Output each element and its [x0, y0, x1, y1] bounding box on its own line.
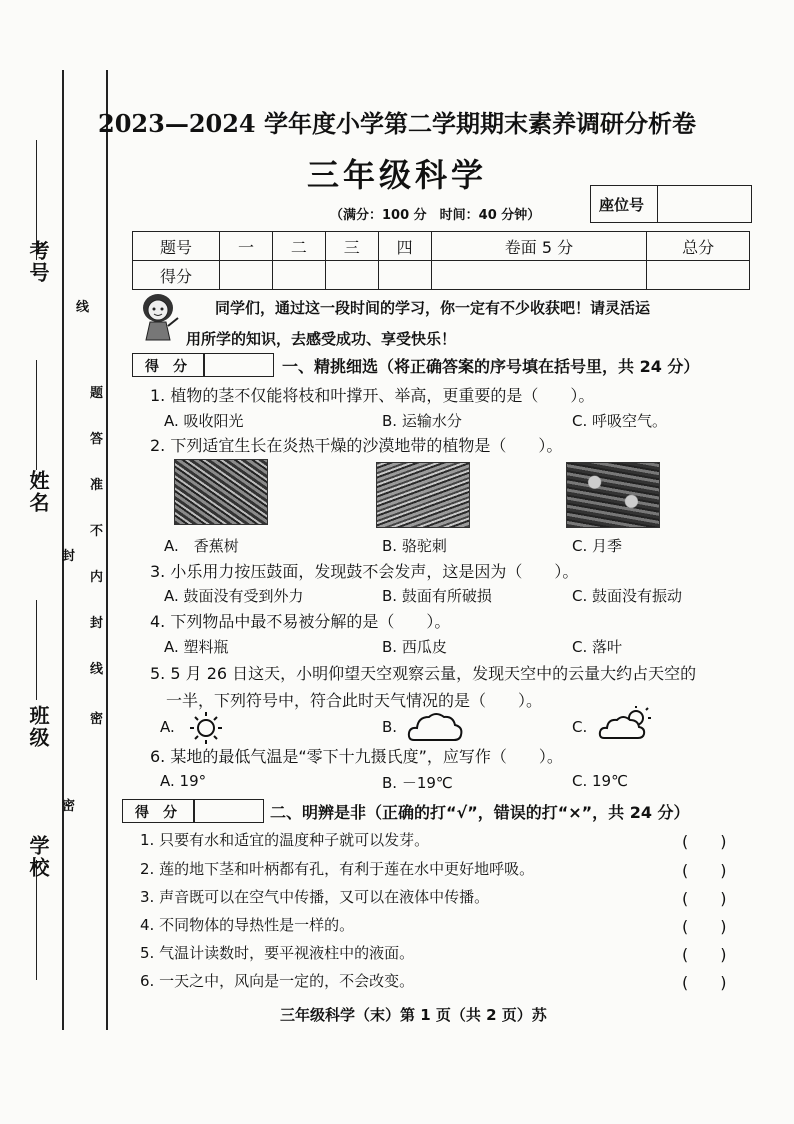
question-4: 4. 下列物品中最不易被分解的是（ ）。 — [150, 612, 451, 631]
rose-photo — [566, 462, 660, 528]
seal-char: 密 — [62, 799, 76, 814]
seat-number-label: 座位号 — [599, 196, 645, 214]
q5-option-a: A. — [160, 718, 175, 736]
seal-char: 不 — [90, 524, 104, 539]
judge-item: 6. 一天之中，风向是一定的，不会改变。 — [140, 972, 415, 990]
intro-line-1: 同学们，通过这一段时间的学习，你一定有不少收获吧！请灵活运 — [215, 299, 651, 317]
judge-item: 1. 只要有水和适宜的温度种子就可以发芽。 — [140, 831, 430, 849]
seal-char: 线 — [76, 300, 90, 315]
score-table — [132, 231, 750, 290]
q4-option-b: B. 西瓜皮 — [382, 638, 447, 656]
score-table-cell: 题号 — [133, 232, 220, 261]
score-input-cell[interactable] — [325, 261, 378, 290]
q4-option-c: C. 落叶 — [572, 638, 623, 656]
question-5: 5. 5 月 26 日这天，小明仰望天空观察云量，发现天空中的云量大约占天空的 — [150, 664, 697, 683]
seal-char: 封 — [62, 549, 76, 564]
score-table-cell: 总分 — [647, 232, 750, 261]
score-table-cell: 三 — [325, 232, 378, 261]
judge-item: 5. 气温计读数时，要平视液柱中的液面。 — [140, 944, 415, 962]
q3-option-b: B. 鼓面有所破损 — [382, 587, 492, 605]
section2-score-box — [122, 799, 264, 823]
answer-paren[interactable]: ( ) — [682, 945, 727, 964]
answer-paren[interactable]: ( ) — [682, 889, 727, 908]
score-table-cell: 得分 — [133, 261, 220, 290]
q2-option-b: B. 骆驼刺 — [382, 537, 447, 555]
school-label: 学校 — [26, 835, 50, 879]
score-input-cell[interactable] — [220, 261, 273, 290]
score-input-cell[interactable] — [431, 261, 647, 290]
seal-char: 线 — [90, 662, 104, 677]
exam-meta: （满分：100 分 时间：40 分钟） — [330, 208, 541, 223]
section2-score-label: 得 分 — [135, 805, 177, 821]
score-table-cell: 四 — [378, 232, 431, 261]
cloudy-icon — [406, 708, 464, 744]
judge-item: 3. 声音既可以在空气中传播，又可以在液体中传播。 — [140, 888, 490, 906]
binding-line-right — [106, 70, 108, 1030]
q1-option-c: C. 呼吸空气。 — [572, 412, 668, 430]
banana-tree-photo — [174, 459, 268, 525]
score-table-cell: 二 — [272, 232, 325, 261]
seat-number-box — [590, 185, 752, 223]
intro-line-2: 用所学的知识，去感受成功、享受快乐！ — [186, 330, 457, 348]
seal-char: 内 — [90, 570, 104, 585]
seal-char: 题 — [90, 386, 104, 401]
seal-char: 封 — [90, 616, 104, 631]
question-3: 3. 小乐用力按压鼓面，发现鼓不会发声，这是因为（ ）。 — [150, 562, 579, 581]
judge-item: 2. 莲的地下茎和叶柄都有孔，有利于莲在水中更好地呼吸。 — [140, 860, 535, 878]
question-6: 6. 某地的最低气温是“零下十九摄氏度”，应写作（ ）。 — [150, 747, 563, 766]
name-label: 姓名 — [26, 470, 50, 514]
score-table-cell: 一 — [220, 232, 273, 261]
q6-option-a: A. 19° — [160, 772, 207, 790]
q4-option-a: A. 塑料瓶 — [164, 638, 229, 656]
camelthorn-photo — [376, 462, 470, 528]
q6-option-b: B. －19℃ — [382, 774, 453, 792]
question-5-line-2: 一半，下列符号中，符合此时天气情况的是（ ）。 — [166, 691, 543, 710]
sunny-icon — [186, 710, 226, 746]
answer-paren[interactable]: ( ) — [682, 973, 727, 992]
name-line — [36, 360, 37, 470]
score-input-cell[interactable] — [272, 261, 325, 290]
page-footer: 三年级科学（末）第 1 页（共 2 页）苏 — [280, 1006, 547, 1024]
question-2: 2. 下列适宜生长在炎热干燥的沙漠地带的植物是（ ）。 — [150, 436, 563, 455]
seat-number-field[interactable] — [657, 186, 752, 222]
score-input-cell[interactable] — [647, 261, 750, 290]
answer-paren[interactable]: ( ) — [682, 861, 727, 880]
seal-char: 答 — [90, 432, 104, 447]
score-box-divider — [203, 354, 205, 376]
q2-option-c: C. 月季 — [572, 537, 623, 555]
seal-char: 准 — [90, 478, 104, 493]
section1-score-box — [132, 353, 274, 377]
exam-no-label: 考号 — [26, 240, 50, 284]
q6-option-c: C. 19℃ — [572, 772, 628, 790]
q1-option-b: B. 运输水分 — [382, 412, 462, 430]
score-table-cell: 卷面 5 分 — [431, 232, 647, 261]
judge-item: 4. 不同物体的导热性是一样的。 — [140, 916, 355, 934]
section1-score-label: 得 分 — [145, 359, 187, 375]
q1-option-a: A. 吸收阳光 — [164, 412, 244, 430]
paper-title: 2023—2024 学年度小学第二学期期末素养调研分析卷 — [98, 109, 696, 138]
answer-paren[interactable]: ( ) — [682, 832, 727, 851]
partly-cloudy-icon — [598, 704, 656, 742]
q5-option-c: C. — [572, 718, 588, 736]
score-box-divider — [193, 800, 195, 822]
class-label: 班级 — [26, 705, 50, 749]
q5-option-b: B. — [382, 718, 398, 736]
seal-char: 密 — [90, 712, 104, 727]
class-line — [36, 600, 37, 700]
q3-option-c: C. 鼓面没有振动 — [572, 587, 683, 605]
score-input-cell[interactable] — [378, 261, 431, 290]
student-cartoon-icon — [136, 292, 180, 342]
section1-title: 一、精挑细选（将正确答案的序号填在括号里，共 24 分） — [282, 357, 700, 376]
paper-subtitle: 三年级科学 — [306, 156, 487, 194]
question-1: 1. 植物的茎不仅能将枝和叶撑开、举高，更重要的是（ ）。 — [150, 386, 595, 405]
score-table-header-row — [133, 232, 750, 261]
q2-option-a: A. 香蕉树 — [164, 537, 239, 555]
score-table-score-row — [133, 261, 750, 290]
section2-title: 二、明辨是非（正确的打“√”，错误的打“×”，共 24 分） — [270, 803, 690, 822]
answer-paren[interactable]: ( ) — [682, 917, 727, 936]
q3-option-a: A. 鼓面没有受到外力 — [164, 587, 304, 605]
